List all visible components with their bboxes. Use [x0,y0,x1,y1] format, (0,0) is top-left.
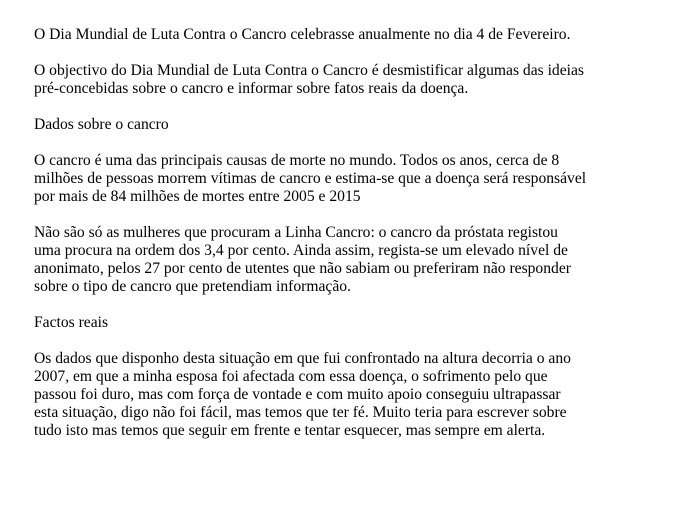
heading-line: Dados sobre o cancro [34,116,169,133]
text-line: O cancro é uma das principais causas de morte no mundo. Todos os anos, cerca de 8 [34,152,560,169]
text-line: uma procura na ordem dos 3,4 por cento. Ainda assim, regista-se um elevado nível de [34,242,568,259]
text-line: anonimato, pelos 27 por cento de utentes que não sabiam ou preferiram não responder [34,260,571,277]
text-line: sobre o tipo de cancro que pretendiam informação. [34,278,351,295]
text-line: pré-concebidas sobre o cancro e informar sobre fatos reais da doença. [34,80,469,97]
text-line: Não são só as mulheres que procuram a Linha Cancro: o cancro da próstata registou [34,224,558,241]
paragraph-objective [34,62,670,98]
paragraph-causes [34,152,670,206]
text-line: por mais de 84 milhões de mortes entre 2005 e 2015 [34,188,361,205]
text-line: O objectivo do Dia Mundial de Luta Contra o Cancro é desmistificar algumas das ideias [34,62,584,79]
text-line: 2007, em que a minha esposa foi afectada com essa doença, o sofrimento pelo que [34,368,548,385]
text-line: O Dia Mundial de Luta Contra o Cancro celebrasse anualmente no dia 4 de Fevereiro. [34,26,571,43]
document-body [34,26,670,458]
text-line: Os dados que disponho desta situação em que fui confrontado na altura decorria o ano [34,350,571,367]
section-heading-dados [34,116,670,134]
text-line: esta situação, digo não foi fácil, mas temos que ter fé. Muito teria para escrever sobre [34,404,567,421]
paragraph-intro [34,26,670,44]
section-heading-factos [34,314,670,332]
paragraph-linha-cancro [34,224,670,296]
paragraph-personal [34,350,670,440]
heading-line: Factos reais [34,314,109,331]
text-line: tudo isto mas temos que seguir em frente e tentar esquecer, mas sempre em alerta. [34,422,546,439]
text-line: passou foi duro, mas com força de vontade e com muito apoio conseguiu ultrapassar [34,386,561,403]
text-line: milhões de pessoas morrem vítimas de cancro e estima-se que a doença será responsável [34,170,587,187]
